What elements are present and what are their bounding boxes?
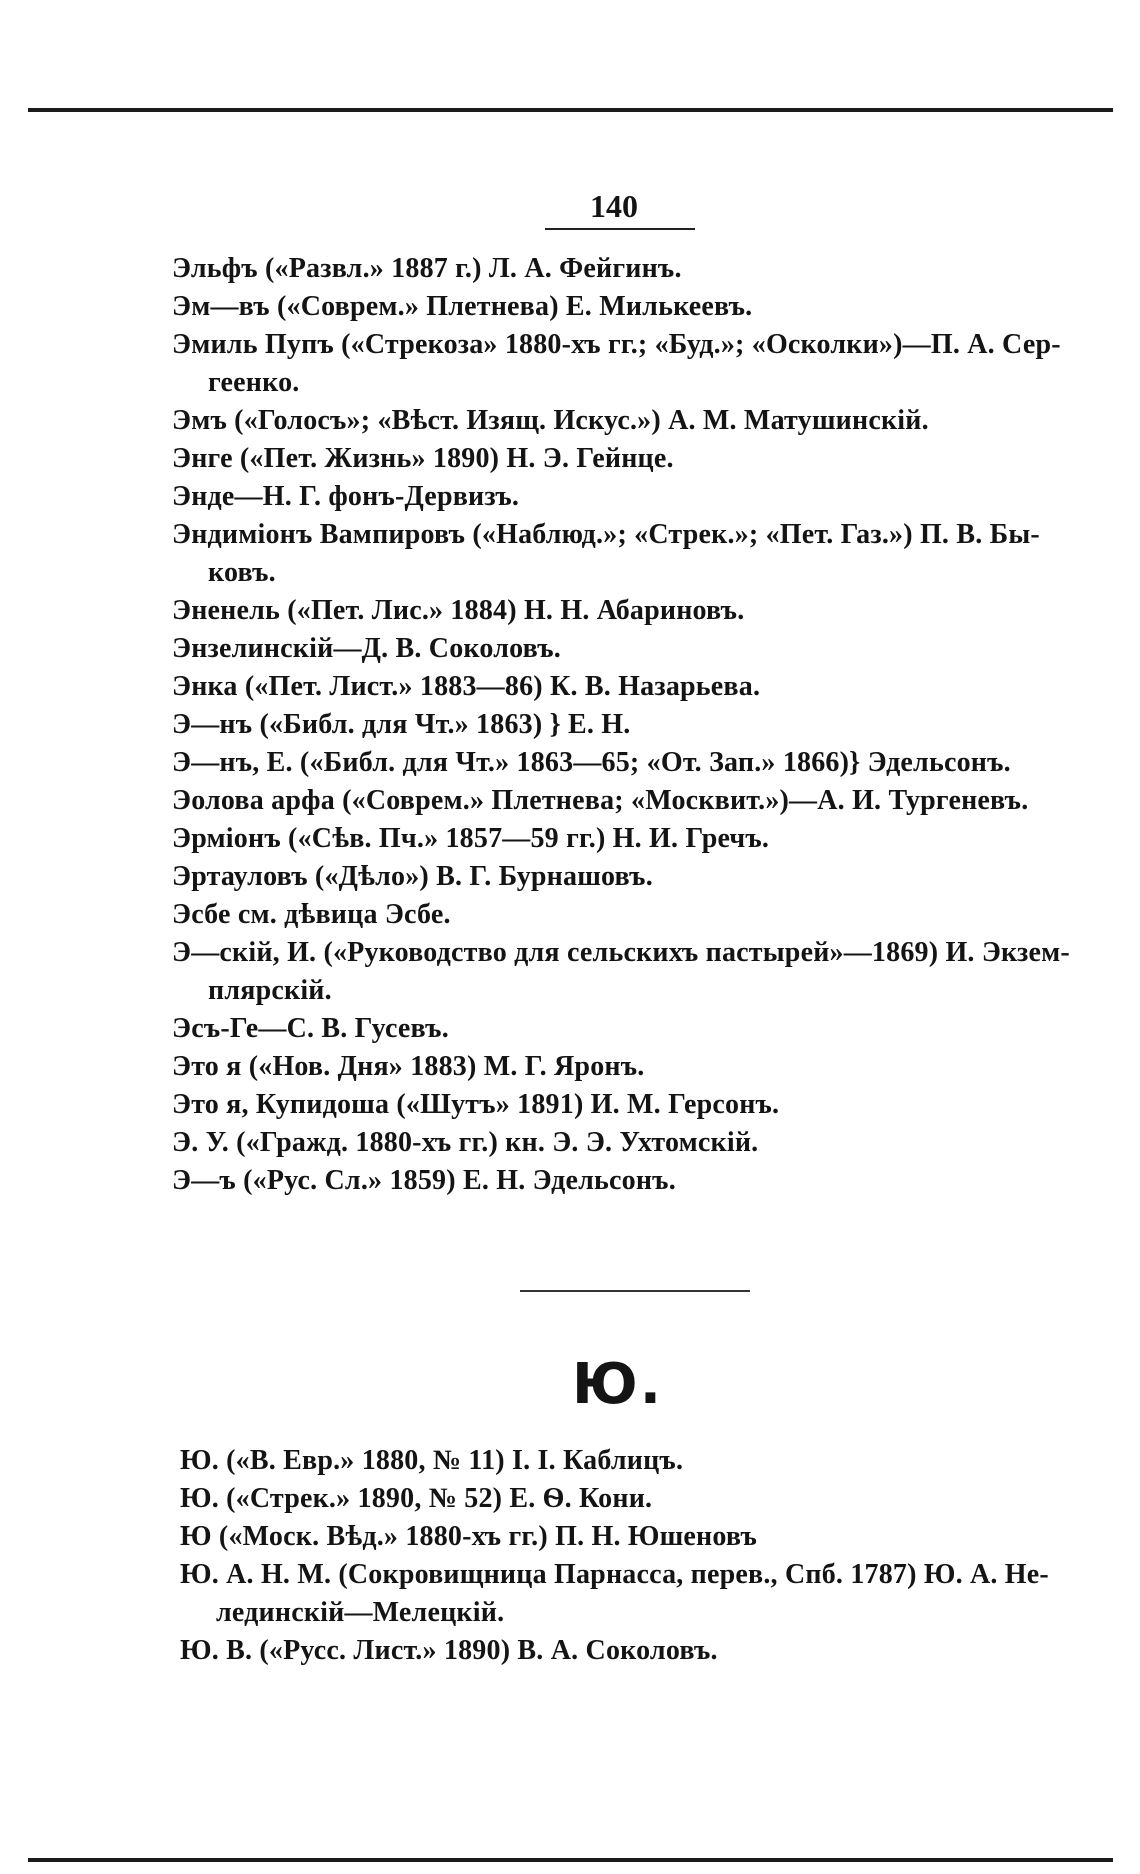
- entry-text: Ю. («В. Евр.» 1880, № 11) I. I. Каблицъ.: [180, 1445, 684, 1476]
- entry-text: Эсбе см. дѣвица Эсбе.: [172, 899, 451, 930]
- list-item: [180, 1556, 1080, 1632]
- list-item: [172, 896, 1092, 934]
- section-divider: [520, 1290, 750, 1292]
- list-item: [172, 820, 1092, 858]
- list-item: [172, 516, 1092, 592]
- entry-text: Энка («Пет. Лист.» 1883—86) К. В. Назарьева.: [172, 671, 761, 702]
- list-item: [172, 668, 1092, 706]
- entry-text: Эсъ-Ге—С. В. Гусевъ.: [172, 1013, 449, 1044]
- list-item: [172, 1048, 1092, 1086]
- entry-text: Это я («Нов. Дня» 1883) М. Г. Яронъ.: [172, 1051, 645, 1082]
- entry-text: Энзелинскій—Д. В. Соколовъ.: [172, 633, 561, 664]
- list-item: [172, 630, 1092, 668]
- bottom-border-rule: [28, 1858, 1113, 1862]
- list-item: [180, 1632, 1080, 1670]
- entry-text: Э—нъ, Е. («Библ. для Чт.» 1863—65; «От. Зап.» 1866)} Эдельсонъ.: [172, 747, 1011, 778]
- entry-text: Ю. А. Н. М. (Сокровищница Парнасса, перев., Спб. 1787) Ю. А. Не-: [180, 1559, 1049, 1590]
- entry-text: Э—ъ («Рус. Сл.» 1859) Е. Н. Эдельсонъ.: [172, 1165, 676, 1196]
- list-item: [172, 250, 1092, 288]
- entry-text: Э. У. («Гражд. 1880-хъ гг.) кн. Э. Э. Ухтомскій.: [172, 1127, 759, 1158]
- section-heading-yu: Ю.: [572, 1352, 664, 1417]
- list-item: [172, 288, 1092, 326]
- entry-text: Эолова арфа («Соврем.» Плетнева; «Москвит.»)—А. И. Тургеневъ.: [172, 785, 1029, 816]
- entry-text: Эм—въ («Соврем.» Плетнева) Е. Милькеевъ.: [172, 291, 753, 322]
- list-item: [172, 402, 1092, 440]
- entry-text: Ю. («Стрек.» 1890, № 52) Е. Ѳ. Кони.: [180, 1483, 653, 1514]
- entry-continuation: ковъ.: [208, 557, 276, 588]
- list-item: [172, 782, 1092, 820]
- entry-text: Э—нъ («Библ. для Чт.» 1863) } Е. Н.: [172, 709, 631, 740]
- entry-text: Энде—Н. Г. фонъ-Дервизъ.: [172, 481, 520, 512]
- entry-text: Эненель («Пет. Лис.» 1884) Н. Н. Абариновъ.: [172, 595, 745, 626]
- entry-text: Ю («Моск. Вѣд.» 1880-хъ гг.) П. Н. Юшеновъ: [180, 1521, 758, 1552]
- list-item: [172, 1162, 1092, 1200]
- list-item: [172, 1086, 1092, 1124]
- list-item: [172, 478, 1092, 516]
- entry-text: Эндиміонъ Вампировъ («Наблюд.»; «Стрек.»; «Пет. Газ.») П. В. Бы-: [172, 519, 1040, 550]
- entry-continuation: геенко.: [208, 367, 300, 398]
- list-item: [172, 592, 1092, 630]
- entry-text: Эмъ («Голосъ»; «Вѣст. Изящ. Искус.») А. М. Матушинскій.: [172, 405, 929, 436]
- entry-text: Эртауловъ («Дѣло») В. Г. Бурнашовъ.: [172, 861, 653, 892]
- entry-text: Эльфъ («Развл.» 1887 г.) Л. А. Фейгинъ.: [172, 253, 682, 284]
- list-item: [172, 440, 1092, 478]
- list-item: [180, 1518, 1080, 1556]
- entries-list-e: [172, 250, 1092, 1200]
- list-item: [172, 1010, 1092, 1048]
- list-item: [172, 744, 1092, 782]
- entry-text: Энге («Пет. Жизнь» 1890) Н. Э. Гейнце.: [172, 443, 674, 474]
- entry-text: Э—скій, И. («Руководство для сельскихъ пастырей»—1869) И. Экзем-: [172, 937, 1070, 968]
- entry-text: Это я, Купидоша («Шутъ» 1891) И. М. Герсонъ.: [172, 1089, 780, 1120]
- list-item: [172, 706, 1092, 744]
- list-item: [172, 858, 1092, 896]
- list-item: [180, 1442, 1080, 1480]
- entry-text: Эмиль Пупъ («Стрекоза» 1880-хъ гг.; «Буд.»; «Осколки»)—П. А. Сер-: [172, 329, 1061, 360]
- entry-continuation: плярскій.: [208, 975, 332, 1006]
- entry-continuation: лединскій—Мелецкій.: [216, 1597, 505, 1628]
- entry-text: Эрміонъ («Сѣв. Пч.» 1857—59 гг.) Н. И. Гречъ.: [172, 823, 770, 854]
- list-item: [180, 1480, 1080, 1518]
- top-border-rule: [28, 108, 1113, 112]
- entries-list-yu: [180, 1442, 1080, 1670]
- page-number: 140: [590, 188, 638, 224]
- list-item: [172, 1124, 1092, 1162]
- list-item: [172, 934, 1092, 1010]
- page-number-underline: [545, 228, 695, 230]
- list-item: [172, 326, 1092, 402]
- entry-text: Ю. В. («Русс. Лист.» 1890) В. А. Соколовъ.: [180, 1635, 718, 1666]
